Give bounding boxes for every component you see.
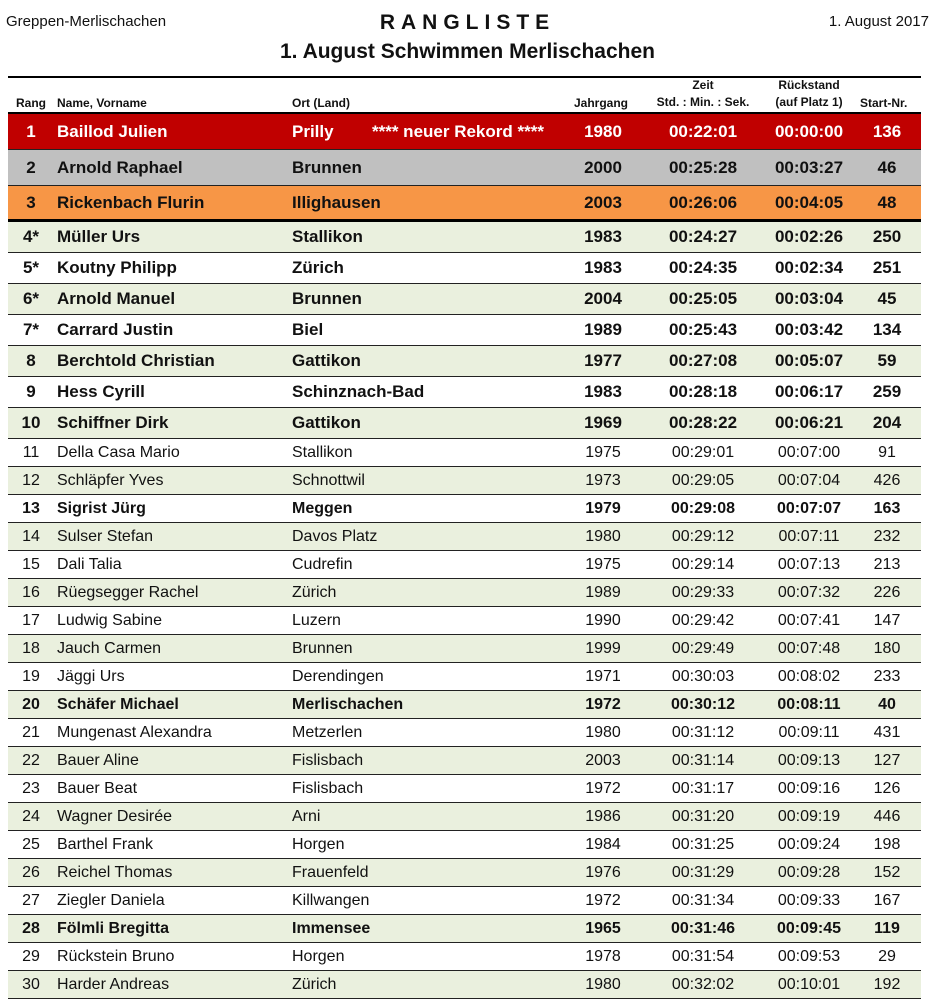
cell-name: Rückstein Bruno xyxy=(57,948,175,965)
cell-rang: 15 xyxy=(22,556,40,573)
cell-jahrgang: 1973 xyxy=(585,472,621,489)
table-row xyxy=(8,719,921,747)
cell-start: 134 xyxy=(872,320,902,339)
cell-ort: Derendingen xyxy=(292,668,384,685)
cell-name: Arnold Raphael xyxy=(57,158,183,177)
organizer-label: Greppen-Merlischachen xyxy=(6,13,167,30)
cell-ort: Biel xyxy=(292,320,324,339)
cell-ort: Schnottwil xyxy=(292,472,365,489)
cell-ort: Horgen xyxy=(292,836,345,853)
cell-jahrgang: 1978 xyxy=(585,948,621,965)
cell-rueck: 00:07:00 xyxy=(777,444,841,461)
cell-ort: Cudrefin xyxy=(292,556,353,573)
cell-rang: 6* xyxy=(22,289,40,308)
cell-ort: Zürich xyxy=(292,584,337,601)
cell-zeit: 00:29:14 xyxy=(671,556,735,573)
table-row xyxy=(8,408,921,439)
results-table xyxy=(8,114,921,999)
cell-name: Jauch Carmen xyxy=(57,640,162,657)
table-row xyxy=(8,915,921,943)
cell-start: 127 xyxy=(873,752,901,769)
cell-jahrgang: 2003 xyxy=(584,193,622,212)
table-row xyxy=(8,284,921,315)
cell-rueck: 00:04:05 xyxy=(774,193,844,212)
cell-zeit: 00:31:12 xyxy=(671,724,735,741)
cell-ort: Zürich xyxy=(292,258,344,277)
cell-rang: 20 xyxy=(22,696,40,713)
cell-start: 259 xyxy=(872,382,902,401)
cell-zeit: 00:25:28 xyxy=(668,158,738,177)
cell-jahrgang: 1989 xyxy=(585,584,621,601)
cell-start: 251 xyxy=(872,258,902,277)
cell-rueck: 00:08:02 xyxy=(777,668,841,685)
table-row xyxy=(8,551,921,579)
cell-zeit: 00:25:05 xyxy=(668,289,738,308)
cell-zeit: 00:31:34 xyxy=(671,892,735,909)
cell-zeit: 00:31:14 xyxy=(671,752,735,769)
cell-rueck: 00:08:11 xyxy=(777,696,841,713)
cell-rang: 7* xyxy=(22,320,40,339)
cell-zeit: 00:31:54 xyxy=(671,948,735,965)
cell-rueck: 00:07:32 xyxy=(777,584,841,601)
cell-zeit: 00:29:42 xyxy=(671,612,735,629)
cell-jahrgang: 2004 xyxy=(584,289,622,308)
table-row xyxy=(8,495,921,523)
cell-ort: Metzerlen xyxy=(292,724,363,741)
cell-rueck: 00:09:13 xyxy=(777,752,841,769)
cell-jahrgang: 2000 xyxy=(584,158,622,177)
cell-name: Barthel Frank xyxy=(57,836,154,853)
cell-rang: 4* xyxy=(22,227,40,246)
cell-jahrgang: 1983 xyxy=(584,382,622,401)
cell-ort: Gattikon xyxy=(292,413,361,432)
cell-zeit: 00:31:29 xyxy=(671,864,735,881)
table-row xyxy=(8,663,921,691)
cell-rueck: 00:07:48 xyxy=(777,640,841,657)
cell-rang: 10 xyxy=(21,413,41,432)
cell-start: 147 xyxy=(873,612,901,629)
cell-zeit: 00:30:03 xyxy=(671,668,735,685)
cell-name: Schiffner Dirk xyxy=(57,413,169,432)
cell-jahrgang: 1972 xyxy=(585,696,621,713)
cell-start: 126 xyxy=(873,780,901,797)
col-jahrgang: Jahrgang xyxy=(574,96,629,110)
cell-ort: Gattikon xyxy=(292,351,361,370)
cell-name: Berchtold Christian xyxy=(57,351,215,370)
cell-jahrgang: 1965 xyxy=(585,920,621,937)
table-row xyxy=(8,439,921,467)
cell-start: 119 xyxy=(874,920,900,937)
cell-zeit: 00:25:43 xyxy=(668,320,738,339)
cell-ort: Stallikon xyxy=(292,444,353,461)
cell-start: 446 xyxy=(873,808,901,825)
cell-rang: 18 xyxy=(22,640,40,657)
cell-ort: Meggen xyxy=(292,500,353,517)
table-row xyxy=(8,579,921,607)
cell-jahrgang: 1969 xyxy=(584,413,622,432)
cell-name: Jäggi Urs xyxy=(57,668,125,685)
cell-start: 426 xyxy=(873,472,901,489)
cell-rang: 19 xyxy=(22,668,40,685)
cell-name: Bauer Beat xyxy=(57,780,138,797)
cell-rang: 9 xyxy=(26,382,36,401)
cell-jahrgang: 1980 xyxy=(584,122,622,141)
table-row xyxy=(8,315,921,346)
table-row xyxy=(8,186,921,222)
cell-note: **** neuer Rekord **** xyxy=(372,122,544,141)
cell-start: 59 xyxy=(877,351,897,370)
col-ort: Ort (Land) xyxy=(292,96,350,110)
cell-name: Schläpfer Yves xyxy=(57,472,164,489)
cell-name: Harder Andreas xyxy=(57,976,170,993)
cell-rueck: 00:05:07 xyxy=(774,351,844,370)
table-row xyxy=(8,467,921,495)
col-rueck-line1: Rückstand xyxy=(778,78,840,92)
cell-rueck: 00:02:26 xyxy=(774,227,844,246)
cell-start: 431 xyxy=(873,724,901,741)
cell-ort: Arni xyxy=(292,808,321,825)
cell-start: 192 xyxy=(873,976,901,993)
cell-start: 46 xyxy=(877,158,897,177)
table-row xyxy=(8,831,921,859)
event-date: 1. August 2017 xyxy=(828,13,929,30)
page-title: RANGLISTE xyxy=(379,11,556,34)
col-start: Start-Nr. xyxy=(860,96,908,110)
cell-name: Mungenast Alexandra xyxy=(57,724,212,741)
cell-jahrgang: 1999 xyxy=(585,640,621,657)
cell-zeit: 00:29:05 xyxy=(671,472,735,489)
cell-rueck: 00:09:11 xyxy=(778,724,840,741)
cell-start: 180 xyxy=(873,640,901,657)
cell-rang: 26 xyxy=(22,864,40,881)
cell-ort: Frauenfeld xyxy=(292,864,369,881)
table-row xyxy=(8,346,921,377)
cell-ort: Brunnen xyxy=(292,289,362,308)
cell-zeit: 00:24:35 xyxy=(668,258,738,277)
cell-rang: 29 xyxy=(22,948,40,965)
cell-rueck: 00:09:33 xyxy=(777,892,841,909)
table-row xyxy=(8,775,921,803)
table-row xyxy=(8,943,921,971)
cell-ort: Immensee xyxy=(292,920,371,937)
cell-rang: 8 xyxy=(26,351,36,370)
cell-start: 198 xyxy=(873,836,901,853)
cell-ort: Prilly xyxy=(292,122,334,141)
table-row xyxy=(8,607,921,635)
cell-jahrgang: 1972 xyxy=(585,780,621,797)
cell-rueck: 00:09:16 xyxy=(777,780,841,797)
cell-rueck: 00:07:13 xyxy=(777,556,841,573)
table-row xyxy=(8,691,921,719)
cell-zeit: 00:28:18 xyxy=(668,382,738,401)
cell-name: Della Casa Mario xyxy=(57,444,180,461)
cell-jahrgang: 1983 xyxy=(584,227,622,246)
cell-zeit: 00:22:01 xyxy=(668,122,738,141)
cell-zeit: 00:29:33 xyxy=(671,584,735,601)
cell-ort: Stallikon xyxy=(292,227,363,246)
cell-rang: 3 xyxy=(26,193,36,212)
cell-jahrgang: 1976 xyxy=(585,864,621,881)
cell-rang: 25 xyxy=(22,836,40,853)
cell-zeit: 00:31:17 xyxy=(671,780,735,797)
table-row xyxy=(8,803,921,831)
cell-zeit: 00:27:08 xyxy=(668,351,738,370)
cell-rueck: 00:09:45 xyxy=(776,920,842,937)
table-row xyxy=(8,253,921,284)
cell-rang: 21 xyxy=(22,724,40,741)
cell-start: 48 xyxy=(877,193,897,212)
table-row xyxy=(8,635,921,663)
cell-ort: Merlischachen xyxy=(292,696,404,713)
cell-rueck: 00:07:07 xyxy=(776,500,842,517)
cell-start: 152 xyxy=(873,864,901,881)
cell-start: 136 xyxy=(872,122,902,141)
table-row xyxy=(8,523,921,551)
table-row xyxy=(8,971,921,999)
cell-ort: Brunnen xyxy=(292,640,353,657)
cell-jahrgang: 1972 xyxy=(585,892,621,909)
cell-ort: Zürich xyxy=(292,976,337,993)
cell-name: Rickenbach Flurin xyxy=(57,193,205,212)
cell-name: Schäfer Michael xyxy=(57,696,179,713)
cell-ort: Fislisbach xyxy=(292,752,364,769)
cell-jahrgang: 1977 xyxy=(584,351,622,370)
cell-jahrgang: 1989 xyxy=(584,320,622,339)
cell-ort: Fislisbach xyxy=(292,780,364,797)
cell-rang: 30 xyxy=(22,976,40,993)
cell-jahrgang: 1990 xyxy=(585,612,621,629)
cell-zeit: 00:31:25 xyxy=(671,836,735,853)
cell-zeit: 00:31:46 xyxy=(670,920,736,937)
cell-rang: 28 xyxy=(22,920,40,937)
col-rueck-line2: (auf Platz 1) xyxy=(775,95,843,109)
cell-jahrgang: 1971 xyxy=(585,668,621,685)
cell-name: Müller Urs xyxy=(57,227,141,246)
cell-name: Sulser Stefan xyxy=(57,528,154,545)
cell-start: 29 xyxy=(878,948,896,965)
cell-zeit: 00:29:12 xyxy=(671,528,735,545)
cell-start: 233 xyxy=(873,668,901,685)
cell-jahrgang: 1975 xyxy=(585,444,621,461)
cell-jahrgang: 1980 xyxy=(585,724,621,741)
cell-rueck: 00:09:19 xyxy=(777,808,841,825)
cell-name: Bauer Aline xyxy=(57,752,139,769)
cell-name: Sigrist Jürg xyxy=(57,500,146,517)
table-row xyxy=(8,377,921,408)
table-row xyxy=(8,150,921,186)
cell-start: 204 xyxy=(872,413,902,432)
cell-name: Carrard Justin xyxy=(57,320,174,339)
cell-rueck: 00:00:00 xyxy=(774,122,844,141)
table-row xyxy=(8,222,921,253)
cell-name: Ziegler Daniela xyxy=(57,892,165,909)
cell-ort: Horgen xyxy=(292,948,345,965)
cell-rang: 11 xyxy=(22,444,40,461)
cell-jahrgang: 1984 xyxy=(585,836,621,853)
cell-rang: 24 xyxy=(22,808,40,825)
cell-start: 250 xyxy=(872,227,902,246)
cell-start: 213 xyxy=(873,556,901,573)
page-subtitle: 1. August Schwimmen Merlischachen xyxy=(280,40,655,63)
col-name: Name, Vorname xyxy=(57,96,147,110)
cell-rang: 23 xyxy=(22,780,40,797)
col-zeit-line2: Std. : Min. : Sek. xyxy=(656,95,750,109)
cell-rang: 22 xyxy=(22,752,40,769)
cell-zeit: 00:32:02 xyxy=(671,976,735,993)
cell-ort: Illighausen xyxy=(292,193,381,212)
cell-rang: 1 xyxy=(26,122,36,141)
table-row xyxy=(8,114,921,150)
cell-name: Wagner Desirée xyxy=(57,808,173,825)
cell-rang: 17 xyxy=(22,612,40,629)
cell-jahrgang: 1980 xyxy=(585,976,621,993)
cell-ort: Luzern xyxy=(292,612,341,629)
cell-zeit: 00:26:06 xyxy=(668,193,738,212)
cell-rueck: 00:07:41 xyxy=(777,612,841,629)
cell-zeit: 00:31:20 xyxy=(671,808,735,825)
cell-rueck: 00:06:21 xyxy=(774,413,844,432)
cell-name: Baillod Julien xyxy=(57,122,168,141)
cell-start: 226 xyxy=(873,584,901,601)
cell-name: Koutny Philipp xyxy=(57,258,177,277)
cell-ort: Brunnen xyxy=(292,158,362,177)
cell-jahrgang: 1980 xyxy=(585,528,621,545)
cell-name: Dali Talia xyxy=(57,556,122,573)
cell-jahrgang: 1979 xyxy=(585,500,621,517)
cell-name: Reichel Thomas xyxy=(57,864,173,881)
cell-rang: 16 xyxy=(22,584,40,601)
cell-rang: 14 xyxy=(22,528,40,545)
cell-zeit: 00:29:49 xyxy=(671,640,735,657)
cell-zeit: 00:28:22 xyxy=(668,413,738,432)
table-row xyxy=(8,859,921,887)
cell-rang: 27 xyxy=(22,892,40,909)
cell-rueck: 00:03:42 xyxy=(774,320,844,339)
cell-zeit: 00:29:08 xyxy=(670,500,736,517)
cell-start: 40 xyxy=(878,696,896,713)
cell-rueck: 00:03:04 xyxy=(774,289,844,308)
cell-start: 45 xyxy=(877,289,897,308)
table-row xyxy=(8,747,921,775)
cell-jahrgang: 2003 xyxy=(585,752,621,769)
cell-rang: 5* xyxy=(22,258,40,277)
cell-zeit: 00:30:12 xyxy=(670,696,736,713)
cell-rueck: 00:09:53 xyxy=(777,948,841,965)
cell-name: Rüegsegger Rachel xyxy=(57,584,199,601)
cell-jahrgang: 1983 xyxy=(584,258,622,277)
cell-rueck: 00:10:01 xyxy=(777,976,841,993)
cell-start: 232 xyxy=(873,528,901,545)
cell-rueck: 00:02:34 xyxy=(774,258,844,277)
cell-name: Arnold Manuel xyxy=(57,289,176,308)
cell-start: 91 xyxy=(878,444,896,461)
cell-start: 163 xyxy=(873,500,901,517)
cell-ort: Davos Platz xyxy=(292,528,378,545)
cell-start: 167 xyxy=(873,892,901,909)
cell-rang: 2 xyxy=(26,158,36,177)
col-zeit-line1: Zeit xyxy=(692,78,714,92)
table-row xyxy=(8,887,921,915)
column-header-row xyxy=(8,78,921,112)
cell-rueck: 00:09:28 xyxy=(777,864,841,881)
cell-zeit: 00:29:01 xyxy=(671,444,735,461)
cell-rang: 13 xyxy=(22,500,40,517)
cell-rueck: 00:09:24 xyxy=(777,836,841,853)
cell-name: Hess Cyrill xyxy=(57,382,145,401)
cell-jahrgang: 1975 xyxy=(585,556,621,573)
cell-ort: Schinznach-Bad xyxy=(292,382,425,401)
cell-rueck: 00:07:04 xyxy=(777,472,841,489)
cell-ort: Killwangen xyxy=(292,892,370,909)
cell-name: Ludwig Sabine xyxy=(57,612,162,629)
cell-jahrgang: 1986 xyxy=(585,808,621,825)
cell-rang: 12 xyxy=(22,472,40,489)
cell-rueck: 00:06:17 xyxy=(774,382,844,401)
cell-rueck: 00:07:11 xyxy=(778,528,840,545)
cell-name: Fölmli Bregitta xyxy=(57,920,170,937)
col-rang: Rang xyxy=(16,96,46,110)
cell-zeit: 00:24:27 xyxy=(668,227,738,246)
cell-rueck: 00:03:27 xyxy=(774,158,844,177)
